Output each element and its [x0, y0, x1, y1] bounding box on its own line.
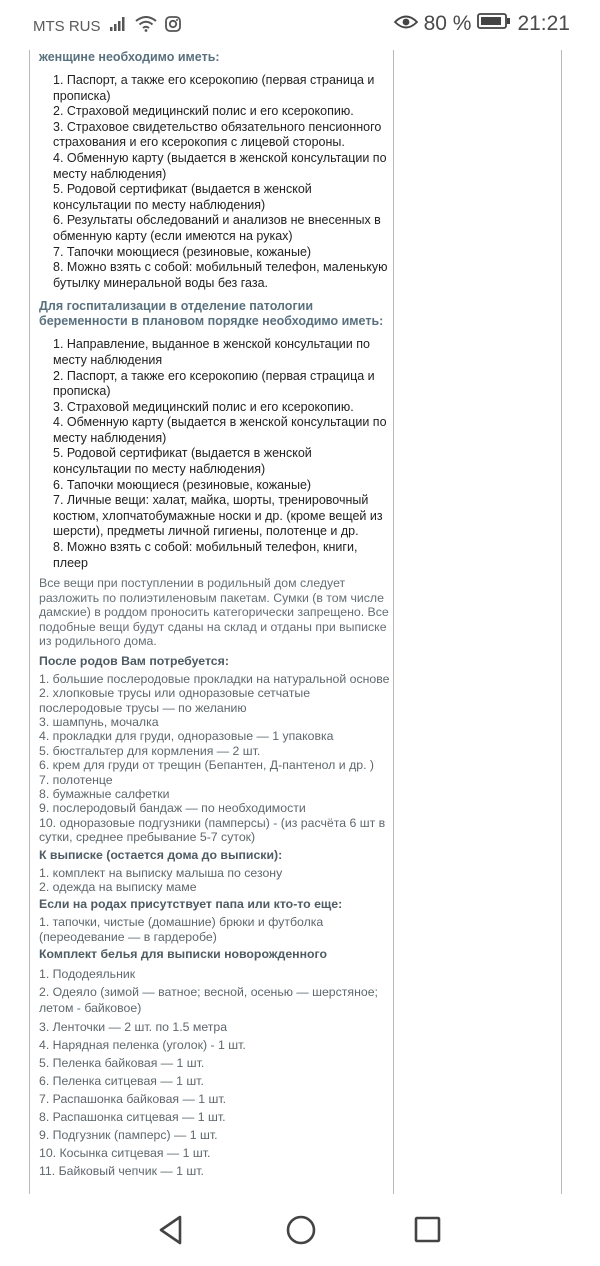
- navigation-bar: [0, 1194, 600, 1266]
- section-heading-documents: женщине необходимо иметь:: [39, 50, 220, 64]
- list-item: 8. Можно взять с собой: мобильный телефон, маленькую бутылку минеральной воды без газа.: [53, 260, 388, 290]
- list-item: 6. Результаты обследований и анализов не внесенных в обменную карту (если имеются на руках): [53, 213, 381, 243]
- list-item: 4. Обменную карту (выдается в женской консультации по месту наблюдения): [53, 150, 387, 181]
- list-item: 1. Направление, выданное в женской консультации по месту наблюдения: [53, 337, 370, 367]
- wifi-icon: [135, 16, 157, 36]
- recents-icon[interactable]: [413, 1214, 443, 1251]
- list-item: 3. Страховой медицинский полис и его ксерокопию.: [53, 399, 354, 414]
- list-item: 10. Косынка ситцевая — 1 шт.: [39, 1146, 211, 1161]
- list-item: 4. Обменную карту (выдается в женской консультации по месту наблюдения): [53, 415, 387, 445]
- list-item: 1. Паспорт, а также его ксерокопию (первая страница и прописка): [53, 73, 375, 103]
- page-content[interactable]: [0, 50, 600, 1194]
- list-item: 3. Страховое свидетельство обязательного пенсионного страхования и его ксерокопия с лицевой стороны.: [53, 119, 382, 150]
- discharge-list: [39, 866, 391, 895]
- dad-list: [39, 915, 391, 944]
- list-item: 5. Пеленка байковая — 1 шт.: [39, 1056, 205, 1071]
- list-item: 1. большие послеродовые прокладки на натуральной основе: [39, 671, 390, 686]
- newborn-list: [39, 965, 391, 1180]
- list-item: 4. Нарядная пеленка (уголок) - 1 шт.: [39, 1038, 246, 1053]
- list-item: 1. тапочки, чистые (домашние) брюки и футболка (переодевание — в гардеробе): [39, 915, 324, 944]
- list-item: 6. Пеленка ситцевая — 1 шт.: [39, 1074, 204, 1089]
- list-item: 1. комплект на выписку малыша по сезону: [39, 865, 283, 880]
- list-item: 5. Родовой сертификат (выдается в женской консультации по месту наблюдения): [53, 446, 312, 477]
- article-text: [39, 50, 391, 1180]
- list-item: 2. Паспорт, а также его ксерокопию (первая страцица и прописка): [53, 368, 375, 399]
- list-item: 11. Байковый чепчик — 1 шт.: [39, 1164, 204, 1179]
- list-item: 3. Ленточки — 2 шт. по 1.5 метра: [39, 1020, 228, 1035]
- bags-note: Все вещи при поступлении в родильный дом следует разложить по полиэтиленовым пакетам. Сумки (в том числе дамские) в роддом проносить категорически запрещено. Все подобные вещи будут сданы на склад и отданы при выписке из родильного дома.: [39, 576, 389, 649]
- status-left: [33, 16, 181, 36]
- list-item: 2. одежда на выписку маме: [39, 880, 197, 894]
- battery-percent: 80 %: [423, 12, 472, 35]
- list-item: 6. крем для груди от трещин (Бепантен, Д-пантенол и др. ): [39, 758, 375, 773]
- table-border-left: [29, 50, 30, 1194]
- list-item: 2. Страховой медицинский полис и его ксерокопию.: [53, 104, 354, 119]
- section-heading-dad: Если на родах присутствует папа или кто-то еще:: [39, 897, 343, 912]
- section-heading-discharge: К выписке (остается дома до выписки):: [39, 847, 283, 862]
- carrier-name: MTS RUS: [33, 17, 101, 35]
- list-item: 7. Личные вещи: халат, майка, шорты, тренировочный костюм, хлопчатобумажные носки и др. (кроме вещей из шерсти), предметы личной гигиены, полотенце и др.: [53, 493, 383, 539]
- eye-icon: [394, 12, 418, 36]
- list-item: 2. Одеяло (зимой — ватное; весной, осенью — шерстяное; летом - байковое): [39, 985, 378, 1015]
- section-heading-pathology: Для госпитализации в отделение патологии беременности в плановом порядке необходимо иметь:: [39, 299, 384, 329]
- list-item: 9. послеродовый бандаж — по необходимости: [39, 801, 306, 816]
- list-item: 7. Распашонка байковая — 1 шт.: [39, 1092, 227, 1107]
- section-heading-after-birth: После родов Вам потребуется:: [39, 653, 229, 668]
- list-item: 3. шампунь, мочалка: [39, 714, 159, 729]
- table-border-middle: [393, 50, 394, 1194]
- list-item: 8. бумажные салфетки: [39, 786, 170, 801]
- list-item: 10. одноразовые подгузники (памперсы) - (из расчёта 6 шт в сутки, среднее пребывание 5-7 суток): [39, 815, 386, 845]
- signal-icon: [109, 16, 127, 36]
- list-item: 2. хлопковые трусы или одноразовые сетчатые послеродовые трусы — по желанию: [39, 686, 311, 715]
- status-bar: [0, 0, 600, 50]
- pathology-list: [53, 337, 391, 571]
- battery-icon: [477, 12, 511, 36]
- table-border-right: [561, 50, 562, 1194]
- after-birth-list: [39, 672, 391, 845]
- clock: 21:21: [517, 12, 570, 35]
- section-heading-newborn: Комплект белья для выписки новорожденного: [39, 947, 327, 962]
- list-item: 7. полотенце: [39, 772, 113, 787]
- list-item: 5. бюстгальтер для кормления — 2 шт.: [39, 743, 261, 758]
- list-item: 1. Пододеяльник: [39, 967, 136, 982]
- list-item: 5. Родовой сертификат (выдается в женской консультации по месту наблюдения): [53, 182, 312, 212]
- list-item: 6. Тапочки моющиеся (резиновые, кожаные): [53, 477, 312, 492]
- documents-list: [53, 73, 391, 291]
- status-right: [394, 12, 570, 36]
- list-item: 7. Тапочки моющиеся (резиновые, кожаные): [53, 244, 312, 259]
- back-icon[interactable]: [156, 1214, 186, 1251]
- instagram-icon: [165, 16, 181, 36]
- list-item: 4. прокладки для груди, одноразовые — 1 упаковка: [39, 729, 334, 744]
- list-item: 8. Можно взять с собой: мобильный телефон, книги, плеер: [53, 540, 358, 570]
- home-icon[interactable]: [285, 1214, 317, 1251]
- list-item: 9. Подгузник (памперс) — 1 шт.: [39, 1128, 218, 1143]
- list-item: 8. Распашонка ситцевая — 1 шт.: [39, 1110, 226, 1125]
